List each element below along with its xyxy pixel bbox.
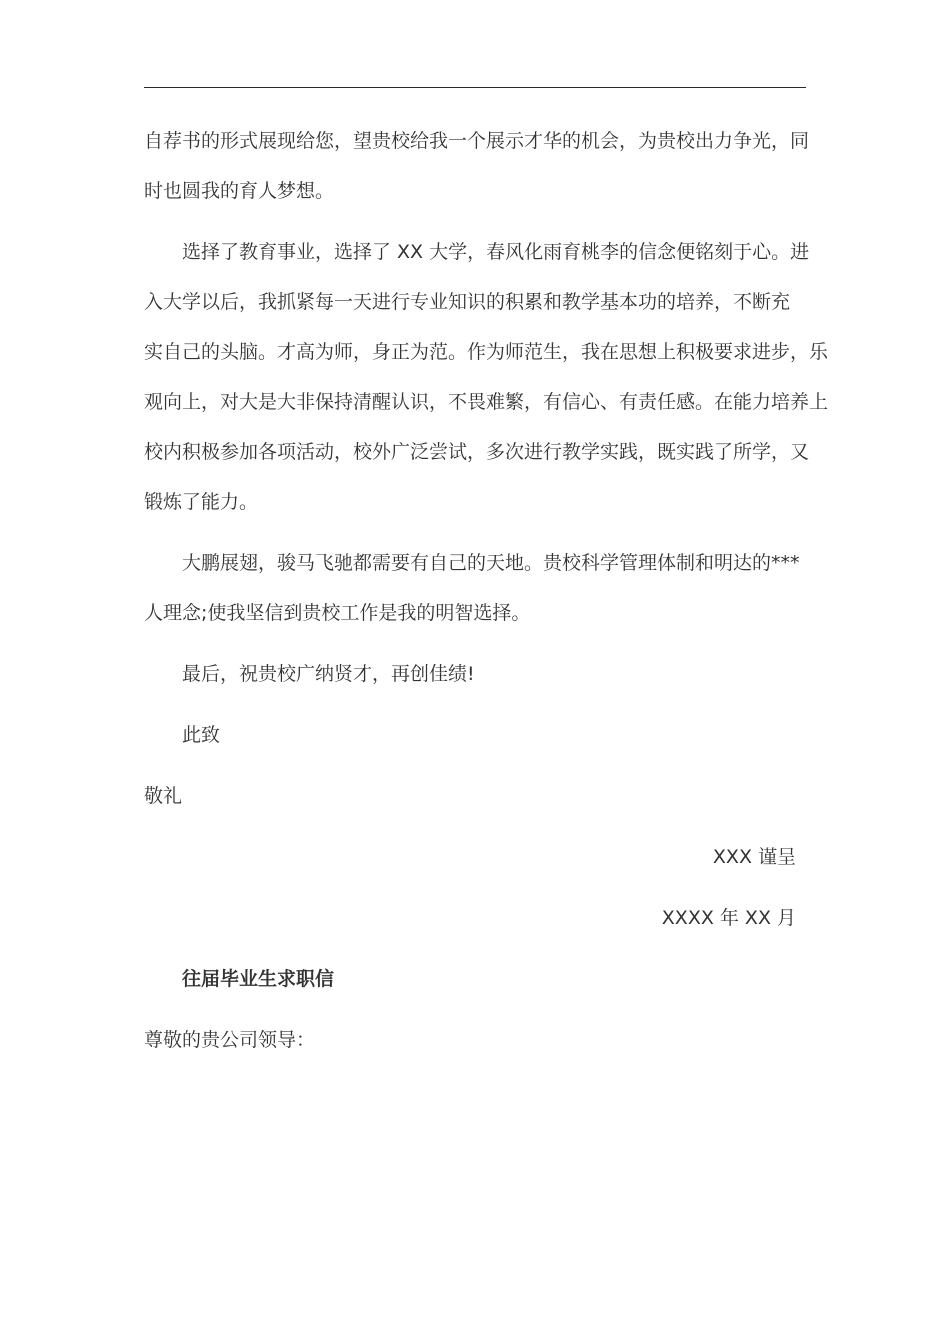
text-line: 入大学以后，我抓紧每一天进行专业知识的积累和教学基本功的培养，不断充 — [144, 291, 791, 313]
text-line: 实自己的头脑。才高为师，身正为范。作为师范生，我在思想上积极要求进步，乐 — [144, 341, 829, 363]
greeting: 尊敬的贵公司领导： — [144, 1029, 316, 1051]
text-line: 自荐书的形式展现给您，望贵校给我一个展示才华的机会，为贵校出力争光，同 — [144, 130, 810, 152]
salute: 敬礼 — [144, 785, 183, 807]
paragraph-aspiration — [144, 538, 800, 638]
closing-to: 此致 — [182, 724, 221, 746]
section-title: 往届毕业生求职信 — [182, 968, 335, 990]
date: XXXX 年 XX 月 — [661, 907, 796, 929]
text-line: 时也圆我的育人梦想。 — [144, 180, 335, 202]
text-line: 人理念;使我坚信到贵校工作是我的明智选择。 — [144, 602, 531, 624]
header-rule — [144, 87, 806, 88]
text-line: 选择了教育事业，选择了 XX 大学，春风化雨育桃李的信念便铭刻于心。进 — [182, 241, 810, 263]
text-line: 校内积极参加各项活动，校外广泛尝试，多次进行教学实践，既实践了所学，又 — [144, 441, 810, 463]
text-line: 大鹏展翅，骏马飞驰都需要有自己的天地。贵校科学管理体制和明达的*** — [182, 552, 800, 574]
signature: XXX 谨呈 — [712, 846, 796, 868]
paragraph-intro-continuation — [144, 116, 810, 216]
document-page — [144, 116, 829, 1065]
paragraph-education — [144, 227, 829, 527]
text-line: 观向上，对大是大非保持清醒认识，不畏难繁，有信心、有责任感。在能力培养上 — [144, 391, 829, 413]
closing-wish: 最后，祝贵校广纳贤才，再创佳绩! — [182, 663, 475, 685]
text-line: 锻炼了能力。 — [144, 491, 259, 513]
